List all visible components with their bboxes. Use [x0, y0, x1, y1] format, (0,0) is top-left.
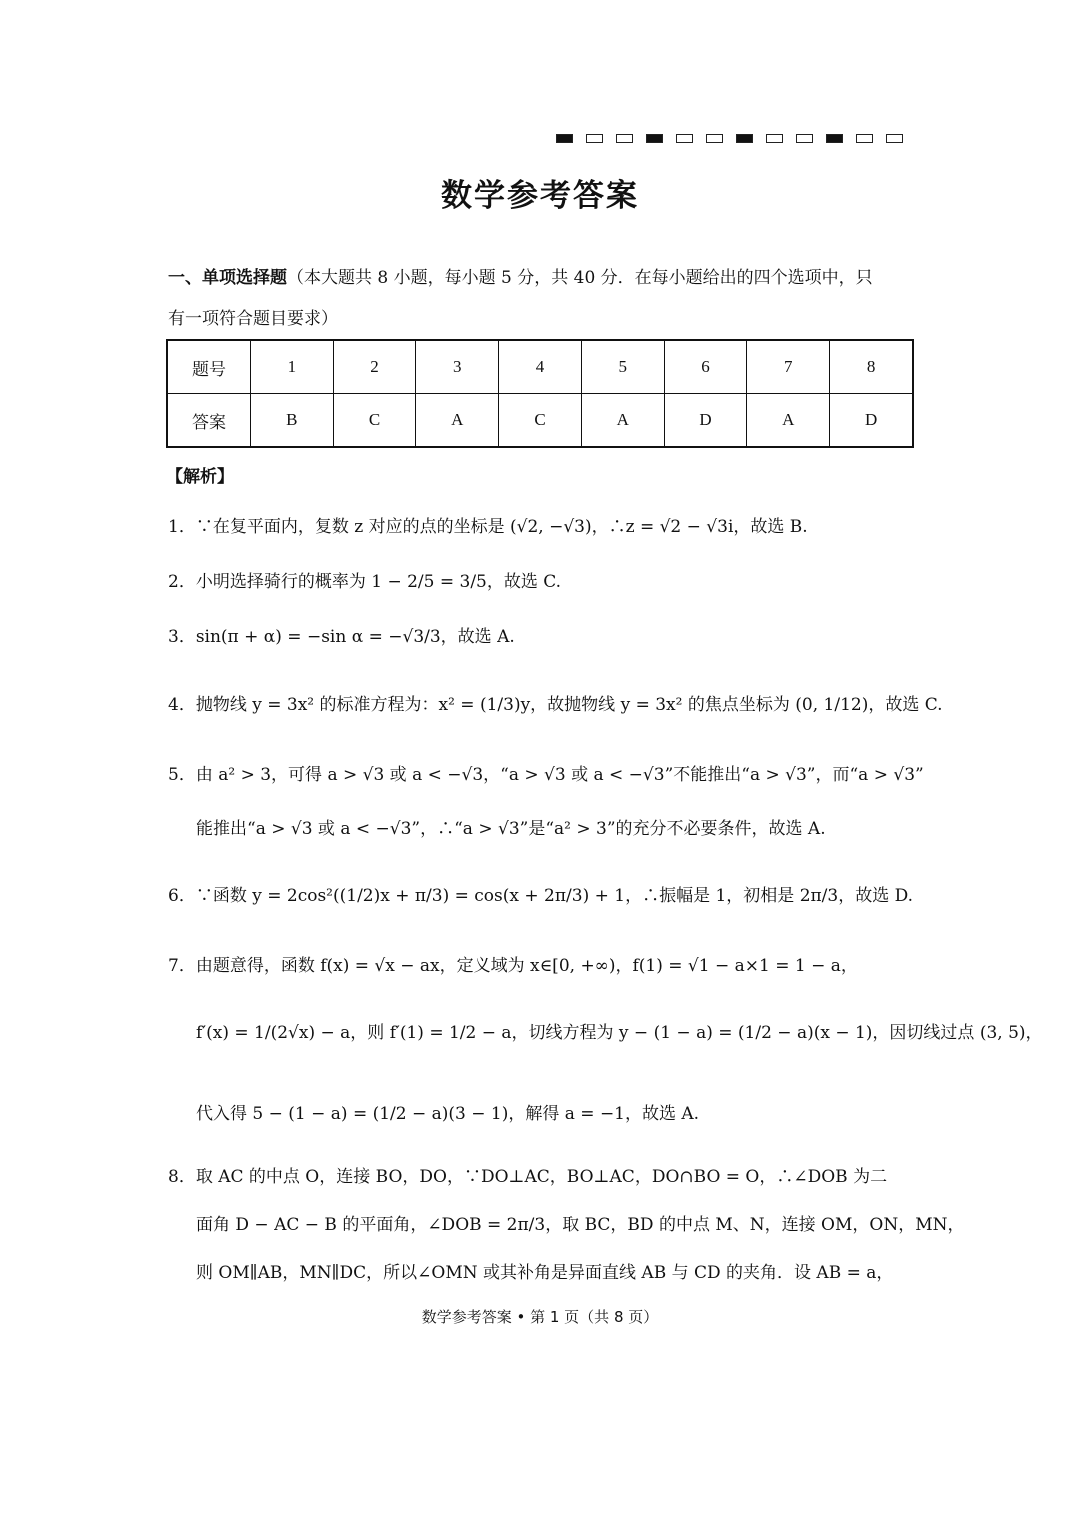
answer-cell: D: [830, 394, 913, 448]
number-cell: 6: [664, 340, 747, 394]
empty-square-mark: [856, 134, 873, 143]
answer-cell: D: [664, 394, 747, 448]
answer-cell: C: [333, 394, 416, 448]
solution-5-line2: 能推出“a > √3 或 a < −√3”，∴“a > √3”是“a² > 3”的充分不必要条件，故选 A.: [196, 819, 826, 839]
answer-cell: A: [416, 394, 499, 448]
solution-8-line3: 则 OM∥AB，MN∥DC，所以∠OMN 或其补角是异面直线 AB 与 CD 的夹角．设 AB = a，: [196, 1263, 894, 1283]
solution-8-line1: 8．取 AC 的中点 O，连接 BO，DO，∵DO⊥AC，BO⊥AC，DO∩BO = O，∴∠DOB 为二: [168, 1167, 888, 1187]
row-header-number: 题号: [167, 340, 250, 394]
empty-square-mark: [766, 134, 783, 143]
answer-cell: A: [581, 394, 664, 448]
solution-4: 4．抛物线 y = 3x² 的标准方程为：x² = (1/3)y，故抛物线 y = 3x² 的焦点坐标为 (0, 1/12)，故选 C.: [168, 695, 943, 715]
number-cell: 3: [416, 340, 499, 394]
section-1-desc-line1: （本大题共 8 小题，每小题 5 分，共 40 分．在每小题给出的四个选项中，只: [287, 268, 873, 288]
header-marks: [556, 134, 903, 143]
answer-cell: C: [499, 394, 582, 448]
analysis-title: 【解析】: [166, 467, 234, 487]
solution-1: 1．∵在复平面内，复数 z 对应的点的坐标是 (√2, −√3)，∴z = √2 − √3i，故选 B.: [168, 517, 808, 537]
empty-square-mark: [886, 134, 903, 143]
answer-table-answer-row: [167, 394, 913, 448]
solution-3: 3．sin(π + α) = −sin α = −√3/3，故选 A.: [168, 627, 515, 647]
filled-square-mark: [736, 134, 753, 143]
number-cell: 7: [747, 340, 830, 394]
section-1-desc-line2: 有一项符合题目要求）: [168, 309, 338, 329]
filled-square-mark: [646, 134, 663, 143]
solution-2: 2．小明选择骑行的概率为 1 − 2/5 = 3/5，故选 C.: [168, 572, 562, 592]
solution-7-line3: 代入得 5 − (1 − a) = (1/2 − a)(3 − 1)，解得 a = −1，故选 A.: [196, 1104, 700, 1124]
number-cell: 2: [333, 340, 416, 394]
empty-square-mark: [586, 134, 603, 143]
answer-table-number-row: [167, 340, 913, 394]
page-footer: 数学参考答案 • 第 1 页（共 8 页）: [421, 1308, 659, 1326]
number-cell: 8: [830, 340, 913, 394]
solution-7-line2: f′(x) = 1/(2√x) − a，则 f′(1) = 1/2 − a，切线方程为 y − (1 − a) = (1/2 − a)(x − 1)，因切线过点 (3, 5)，: [196, 1023, 1043, 1043]
answer-table: [166, 339, 914, 448]
empty-square-mark: [706, 134, 723, 143]
answer-cell: A: [747, 394, 830, 448]
row-header-answer: 答案: [167, 394, 250, 448]
empty-square-mark: [616, 134, 633, 143]
filled-square-mark: [556, 134, 573, 143]
empty-square-mark: [676, 134, 693, 143]
empty-square-mark: [796, 134, 813, 143]
solution-6: 6．∵函数 y = 2cos²((1/2)x + π/3) = cos(x + 2π/3) + 1，∴振幅是 1，初相是 2π/3，故选 D.: [168, 886, 914, 906]
solution-8-line2: 面角 D − AC − B 的平面角，∠DOB = 2π/3，取 BC，BD 的中点 M、N，连接 OM，ON，MN，: [196, 1215, 965, 1235]
solution-7-line1: 7．由题意得，函数 f(x) = √x − ax，定义域为 x∈[0, +∞)，f(1) = √1 − a×1 = 1 − a，: [168, 956, 858, 976]
solution-5-line1: 5．由 a² > 3，可得 a > √3 或 a < −√3，“a > √3 或 a < −√3”不能推出“a > √3”，而“a > √3”: [168, 765, 924, 785]
filled-square-mark: [826, 134, 843, 143]
page-title: 数学参考答案: [441, 178, 639, 214]
number-cell: 4: [499, 340, 582, 394]
answer-cell: B: [250, 394, 333, 448]
section-1-label: 一、单项选择题: [168, 268, 287, 288]
number-cell: 5: [581, 340, 664, 394]
number-cell: 1: [250, 340, 333, 394]
section-1-heading: [168, 258, 916, 340]
